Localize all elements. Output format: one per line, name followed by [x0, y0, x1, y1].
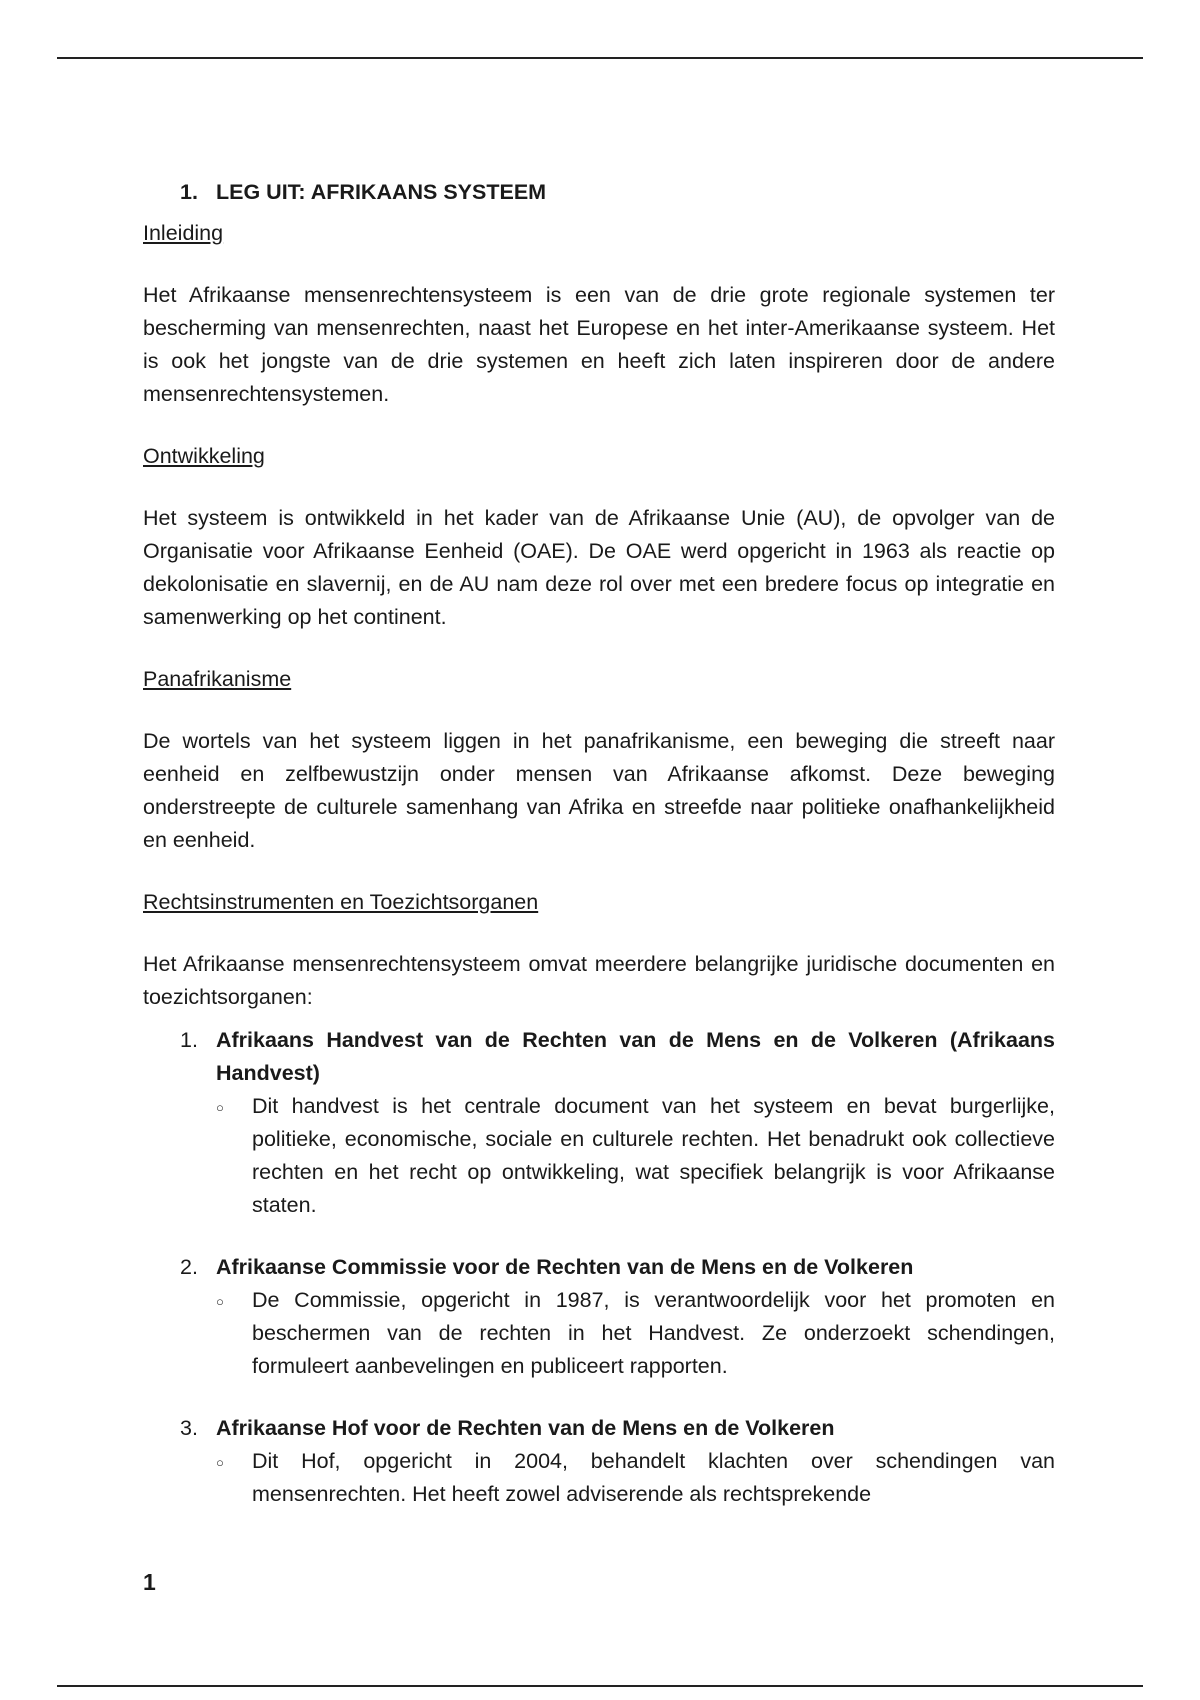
list-item-title: Afrikaanse Hof voor de Rechten van de Mens en de Volkeren: [216, 1416, 835, 1440]
subheading-panafrikanisme: Panafrikanisme: [143, 667, 292, 691]
list-item-description: Dit Hof, opgericht in 2004, behandelt klachten over schendingen van mensenrechten. Het heeft zowel adviserende als rechtsprekende: [252, 1449, 1055, 1506]
subheading-inleiding: Inleiding: [143, 221, 224, 245]
heading-text: LEG UIT: AFRIKAANS SYSTEEM: [216, 180, 547, 204]
document-body: [143, 176, 1055, 1511]
list-item: [180, 1251, 1055, 1284]
list-item-detail: [180, 1090, 1055, 1222]
main-heading: [180, 176, 1055, 209]
list-item: [180, 1412, 1055, 1445]
subheading-ontwikkeling: Ontwikkeling: [143, 444, 265, 468]
page-number: 1: [143, 1569, 156, 1595]
list-item-title: Afrikaanse Commissie voor de Rechten van de Mens en de Volkeren: [216, 1255, 914, 1279]
hollow-bullet-icon: ○: [216, 1294, 224, 1309]
header-rule: [57, 57, 1143, 59]
list-item-description: Dit handvest is het centrale document van het systeem en bevat burgerlijke, politieke, economische, sociale en culturele rechten. Het benadrukt ook collectieve rechten en het recht op ontwikkeling, wat specifiek belangrijk is voor Afrikaanse staten.: [252, 1094, 1055, 1217]
hollow-bullet-icon: ○: [216, 1455, 224, 1470]
list-item-number: 1.: [180, 1028, 198, 1052]
list-item-detail: [180, 1284, 1055, 1383]
list-item-number: 3.: [180, 1416, 198, 1440]
hollow-bullet-icon: ○: [216, 1100, 224, 1115]
list-item-description: De Commissie, opgericht in 1987, is verantwoordelijk voor het promoten en beschermen van de rechten in het Handvest. Ze onderzoekt schendingen, formuleert aanbevelingen en publiceert rapporten.: [252, 1288, 1055, 1378]
subheading-rechtsinstrumenten: Rechtsinstrumenten en Toezichtsorganen: [143, 890, 539, 914]
paragraph-rechtsinstrumenten: Het Afrikaanse mensenrechtensysteem omvat meerdere belangrijke juridische documenten en toezichtsorganen:: [143, 952, 1055, 1009]
instruments-list: [143, 1024, 1055, 1511]
section-ontwikkeling: [143, 440, 1055, 634]
heading-number: 1.: [180, 180, 198, 204]
list-item-detail: [180, 1445, 1055, 1511]
list-item-title: Afrikaans Handvest van de Rechten van de Mens en de Volkeren (Afrikaans Handvest): [216, 1028, 1055, 1085]
paragraph-ontwikkeling: Het systeem is ontwikkeld in het kader van de Afrikaanse Unie (AU), de opvolger van de Organisatie voor Afrikaanse Eenheid (OAE). De OAE werd opgericht in 1963 als reactie op dekolonisatie en slavernij, en de AU nam deze rol over met een bredere focus op integratie en samenwerking op het continent.: [143, 506, 1055, 629]
list-item: [180, 1024, 1055, 1090]
section-inleiding: [143, 217, 1055, 411]
paragraph-inleiding: Het Afrikaanse mensenrechtensysteem is een van de drie grote regionale systemen ter bescherming van mensenrechten, naast het Europese en het inter-Amerikaanse systeem. Het is ook het jongste van de drie systemen en heeft zich laten inspireren door de andere mensenrechtensystemen.: [143, 283, 1055, 406]
section-rechtsinstrumenten: [143, 886, 1055, 1014]
footer-rule: [57, 1685, 1143, 1687]
list-item-number: 2.: [180, 1255, 198, 1279]
paragraph-panafrikanisme: De wortels van het systeem liggen in het panafrikanisme, een beweging die streeft naar eenheid en zelfbewustzijn onder mensen van Afrikaanse afkomst. Deze beweging onderstreepte de culturele samenhang van Afrika en streefde naar politieke onafhankelijkheid en eenheid.: [143, 729, 1055, 852]
section-panafrikanisme: [143, 663, 1055, 857]
